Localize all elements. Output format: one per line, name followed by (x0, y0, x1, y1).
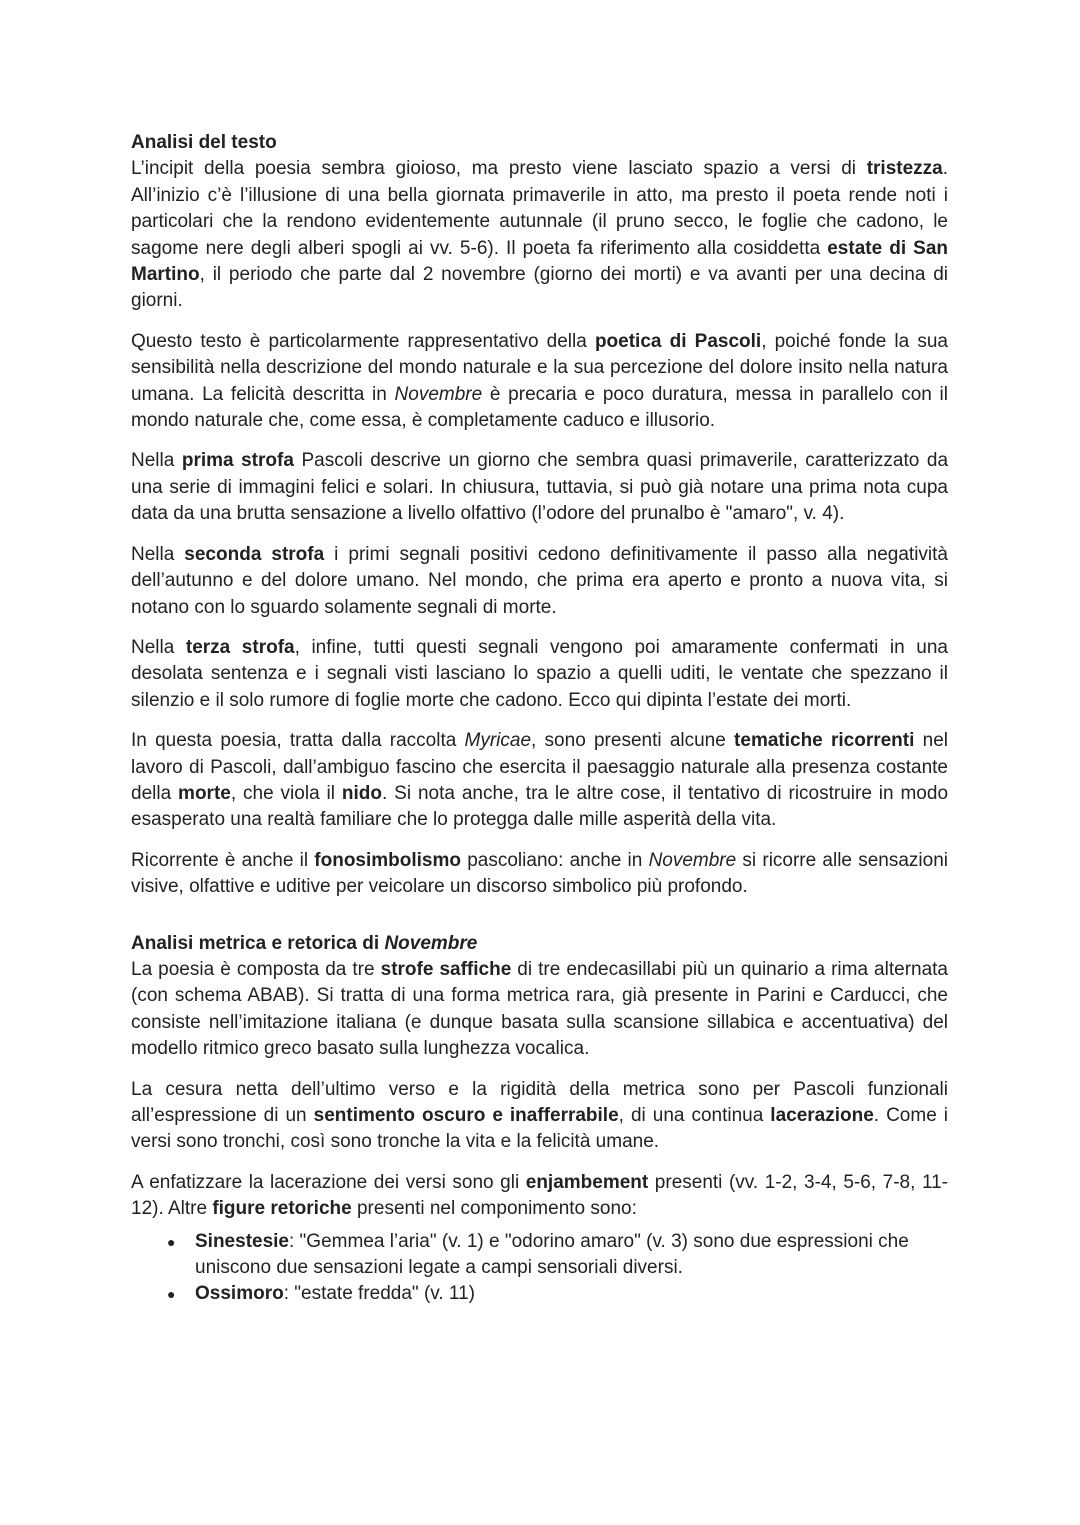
paragraph (131, 728, 948, 834)
bullet-icon: ● (167, 1233, 176, 1250)
text-run: Novembre (394, 383, 483, 405)
text-run: sentimento oscuro e inafferrabile (313, 1105, 619, 1126)
paragraph (131, 448, 948, 527)
text-run: si ricorre alle sensazioni visive, olfattive e uditive per veicolare un discorso simbolico più profondo. (131, 849, 948, 898)
section-analisi-testo (131, 130, 948, 901)
text-run: morte (178, 782, 231, 804)
paragraph (131, 1170, 948, 1223)
text-run: tristezza (866, 158, 943, 180)
text-run: poetica di Pascoli (594, 330, 762, 352)
paragraph (131, 635, 948, 714)
paragraph (131, 329, 948, 435)
text-run: Ricorrente è anche il (131, 849, 315, 871)
text-run: Novembre (384, 932, 478, 954)
paragraph (131, 542, 948, 621)
text-run: terza strofa (185, 636, 295, 658)
text-run: , di una continua (618, 1105, 771, 1126)
list-item (167, 1229, 948, 1282)
text-run: Analisi metrica e retorica di (131, 932, 385, 954)
text-run: prima strofa (181, 450, 294, 472)
bullet-icon: ● (167, 1286, 176, 1303)
text-run: i primi segnali positivi cedono definitivamente il passo alla negatività dell’autunno e del dolore umano. Nel mondo, che prima era aperto e pronto a nuova vita, si notano con lo sguardo solamente segnali di morte. (131, 543, 948, 618)
paragraph (131, 848, 948, 901)
figure-retoriche-list (131, 1229, 948, 1308)
text-run: Nella (131, 636, 186, 658)
text-run: In questa poesia, tratta dalla raccolta (131, 730, 465, 752)
text-run: Ossimoro (195, 1283, 284, 1305)
text-run: è precaria e poco duratura, messa in parallelo con il mondo naturale che, come essa, è completamente caduco e illusorio. (131, 383, 948, 432)
section-heading (131, 931, 948, 957)
text-run: Analisi del testo (131, 132, 277, 153)
text-run: La cesura netta dell’ultimo verso e la rigidità della metrica sono per Pascoli funzionali all’espressione di un (131, 1078, 948, 1126)
text-run: . All’inizio c’è l’illusione di una bella giornata primaverile in atto, ma presto il poeta rende noti i particolari che la rendono evidentemente autunnale (il pruno secco, le foglie che cadono, le sagome nere degli alberi spogli ai vv. 5-6). Il poeta fa riferimento alla cosiddetta (131, 158, 948, 259)
text-run: lacerazione (770, 1105, 874, 1126)
paragraph (131, 957, 948, 1063)
text-run: seconda strofa (184, 543, 325, 565)
section-heading (131, 130, 948, 156)
text-run: . Come i versi sono tronchi, così sono tronche la vita e la felicità umane. (131, 1105, 948, 1153)
text-run: fonosimbolismo (314, 849, 462, 871)
paragraph (131, 1077, 948, 1156)
text-run: nel lavoro di Pascoli, dall’ambiguo fascino che esercita il paesaggio naturale alla presenza costante della (131, 730, 948, 804)
text-run: nido (341, 782, 382, 804)
text-run: L’incipit della poesia sembra gioioso, ma presto viene lasciato spazio a versi di (131, 158, 867, 180)
text-run: Myricae (464, 730, 532, 752)
text-run: presenti nel componimento sono: (351, 1198, 637, 1220)
text-run: , che viola il (230, 782, 342, 804)
text-run: estate di San Martino (131, 237, 948, 286)
list-item-text (195, 1283, 475, 1304)
list-item (167, 1281, 948, 1307)
text-run: figure retoriche (212, 1198, 352, 1220)
text-run: Nella (131, 543, 185, 565)
text-run: , infine, tutti questi segnali vengono poi amaramente confermati in una desolata sentenza e i segnali visti lasciano lo spazio a quelli uditi, le ventate che spezzano il silenzio e il solo rumore di foglie morte che cadono. Ecco qui dipinta l’estate dei morti. (131, 636, 949, 711)
text-run: Pascoli descrive un giorno che sembra quasi primaverile, caratterizzato da una serie di immagini felici e solari. In chiusura, tuttavia, si può già notare una prima nota cupa data da una brutta sensazione a livello olfattivo (l’odore del prunalbo è "amaro", v. 4). (131, 450, 949, 525)
text-run: , il periodo che parte dal 2 novembre (giorno dei morti) e va avanti per una decina di giorni. (131, 264, 948, 312)
text-run: presenti (vv. 1-2, 3-4, 5-6, 7-8, 11-12). Altre (131, 1171, 948, 1220)
text-run: : "Gemmea l’aria" (v. 1) e "odorino amaro" (v. 3) sono due espressioni che uniscono due sensazioni legate a campi sensoriali diversi. (195, 1230, 909, 1279)
text-run: tematiche ricorrenti (734, 730, 915, 752)
text-run: . Si nota anche, tra le altre cose, il tentativo di ricostruire in modo esasperato una realtà familiare che lo protegga dalle mille asperità della vita. (131, 782, 949, 831)
list-item-text (195, 1231, 909, 1278)
text-run: pascoliano: anche in (461, 849, 649, 871)
text-run: A enfatizzare la lacerazione dei versi sono gli (131, 1171, 526, 1193)
text-run: : "estate fredda" (v. 11) (283, 1283, 475, 1305)
text-run: di tre endecasillabi più un quinario a rima alternata (con schema ABAB). Si tratta di una forma metrica rara, già presente in Parini e Carducci, che consiste nell’imitazione italiana (e dunque basata sulla scansione sillabica e accentuativa) del modello ritmico greco basato sulla lunghezza vocalica. (131, 958, 948, 1060)
text-run: Nella (131, 450, 182, 472)
text-run: strofe saffiche (380, 958, 512, 980)
text-run: enjambement (525, 1171, 649, 1193)
text-run: Questo testo è particolarmente rappresentativo della (131, 330, 595, 352)
text-run: , sono presenti alcune (531, 730, 735, 752)
text-run: Novembre (648, 849, 737, 871)
paragraph (131, 156, 948, 314)
section-analisi-metrica (131, 931, 948, 1308)
text-run: La poesia è composta da tre (131, 958, 381, 980)
text-run: , poiché fonde la sua sensibilità nella descrizione del mondo naturale e la sua percezione del dolore insito nella natura umana. La felicità descritta in (131, 330, 948, 405)
text-run: Sinestesie (195, 1230, 289, 1252)
